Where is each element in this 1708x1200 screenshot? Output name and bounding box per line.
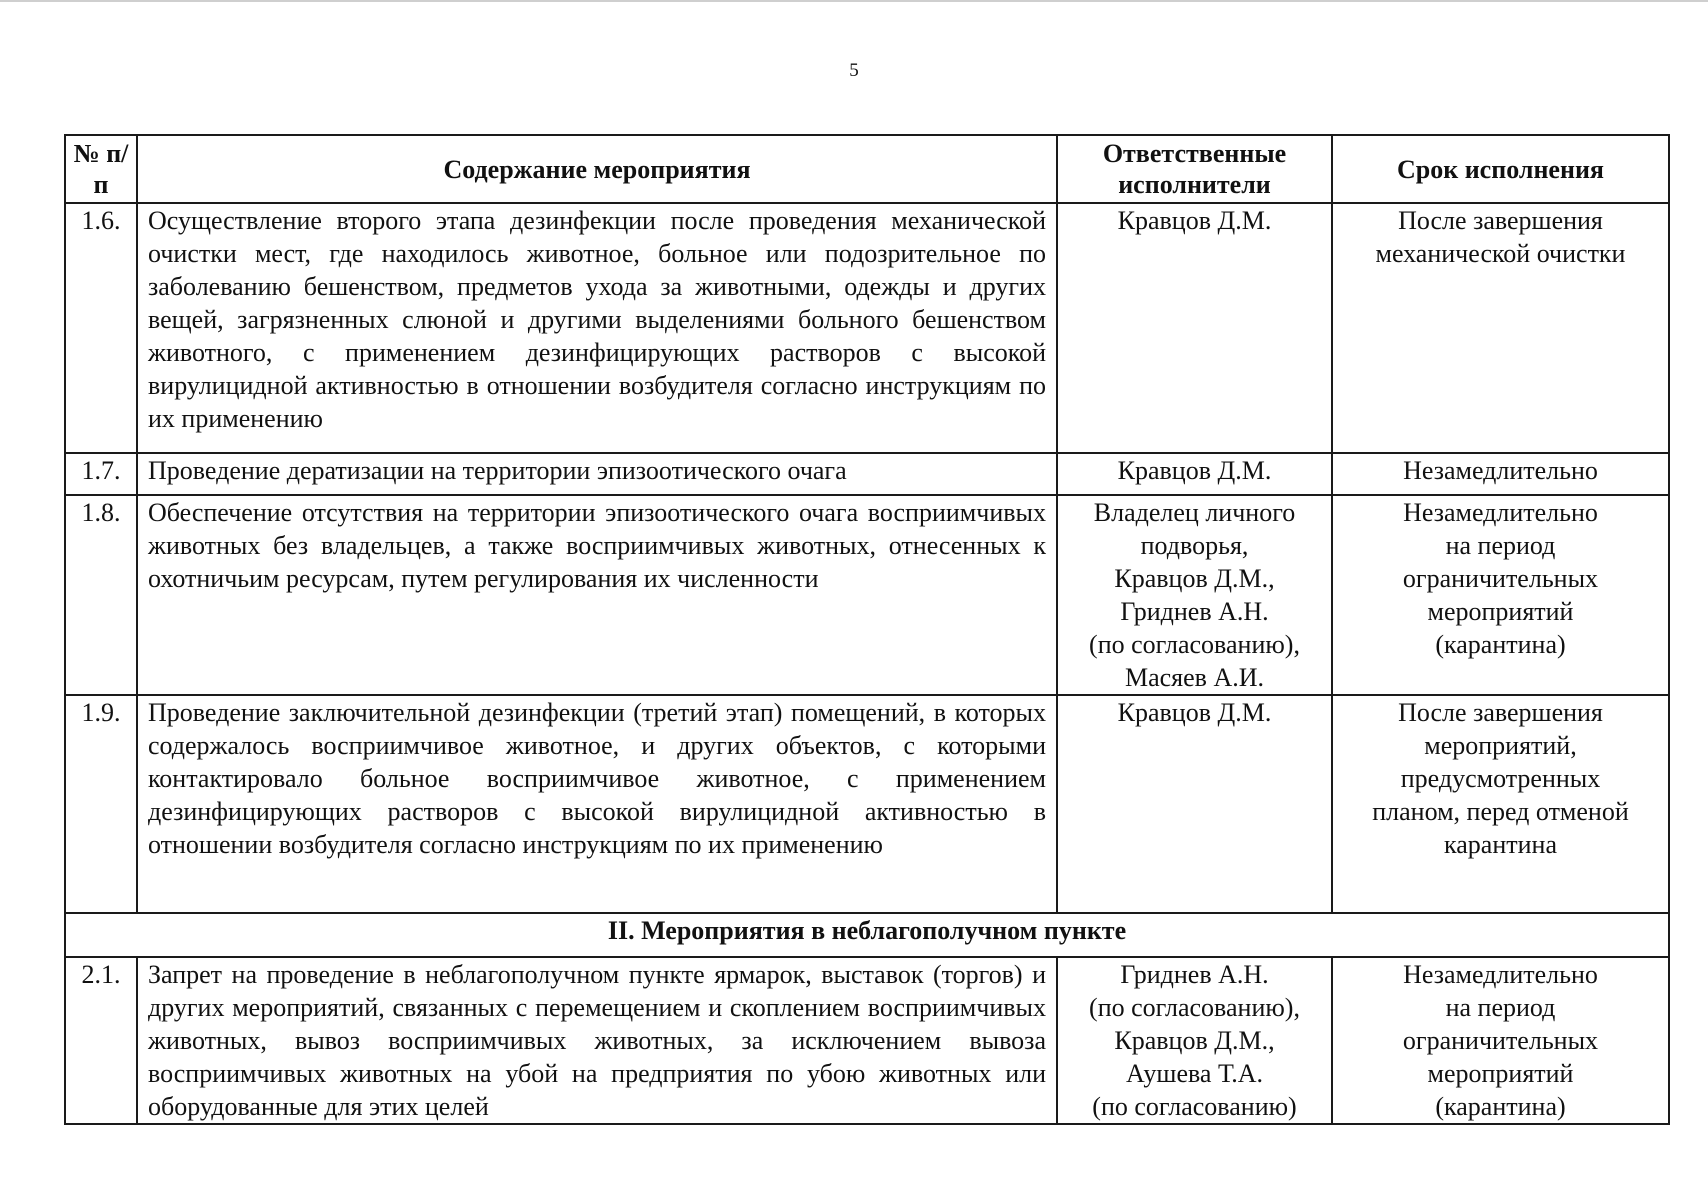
term-line: Незамедлительно	[1403, 498, 1598, 527]
row-num: 2.1.	[65, 957, 137, 1124]
responsible-line: Кравцов Д.М.	[1117, 206, 1272, 235]
row-content: Проведение дератизации на территории эпизоотического очага	[137, 453, 1057, 495]
page-number: 5	[849, 60, 859, 81]
responsible-line: Кравцов Д.М.,	[1114, 564, 1275, 593]
term-line: на период	[1445, 531, 1556, 560]
term-line: Незамедлительно	[1403, 960, 1598, 989]
responsible-line: Масяев А.И.	[1124, 663, 1265, 692]
row-responsible	[1057, 203, 1332, 453]
row-term	[1332, 453, 1669, 495]
row-num: 1.6.	[65, 203, 137, 453]
term-line: планом, перед отменой	[1372, 797, 1629, 826]
section-header-row	[65, 913, 1669, 957]
scan-edge-line	[0, 0, 1708, 2]
measures-table	[64, 134, 1670, 1125]
row-responsible	[1057, 957, 1332, 1124]
responsible-line: (по согласованию),	[1089, 993, 1300, 1022]
row-num: 1.7.	[65, 453, 137, 495]
responsible-line: (по согласованию),	[1089, 630, 1300, 659]
row-num: 1.8.	[65, 495, 137, 695]
row-content: Проведение заключительной дезинфекции (третий этап) помещений, в которых содержалось восприимчивое животное, и других объектов, с которыми контактировало больное восприимчивое животное, с применением дезинфицирующих растворов с высокой вирулицидной активностью в отношении возбудителя согласно инструкциям по их применению	[137, 695, 1057, 913]
row-content: Запрет на проведение в неблагополучном пункте ярмарок, выставок (торгов) и других мероприятий, связанных с перемещением и скоплением восприимчивых животных, вывоз восприимчивых животных, за исключением вывоза восприимчивых животных на убой на предприятия по убою животных или оборудованные для этих целей	[137, 957, 1057, 1124]
table-header-row	[65, 135, 1669, 203]
term-line: мероприятий	[1427, 1059, 1574, 1088]
term-line: на период	[1445, 993, 1556, 1022]
responsible-line: Гриднев А.Н.	[1120, 960, 1269, 989]
header-content: Содержание мероприятия	[137, 135, 1057, 203]
term-line: мероприятий,	[1424, 731, 1577, 760]
section-title: II. Мероприятия в неблагополучном пункте	[65, 913, 1669, 957]
table-row	[65, 203, 1669, 453]
table-row	[65, 453, 1669, 495]
header-responsible: Ответственные исполнители	[1057, 135, 1332, 203]
responsible-line: (по согласованию)	[1092, 1092, 1297, 1121]
term-line: механической очистки	[1375, 239, 1626, 268]
row-term	[1332, 203, 1669, 453]
term-line: После завершения	[1398, 206, 1603, 235]
table-row	[65, 495, 1669, 695]
responsible-line: Кравцов Д.М.	[1117, 698, 1272, 727]
row-term	[1332, 695, 1669, 913]
row-term	[1332, 957, 1669, 1124]
term-line: Незамедлительно	[1403, 456, 1598, 485]
table-row	[65, 695, 1669, 913]
responsible-line: Кравцов Д.М.	[1117, 456, 1272, 485]
row-responsible	[1057, 453, 1332, 495]
row-content: Осуществление второго этапа дезинфекции после проведения механической очистки мест, где находилось животное, больное или подозрительное по заболеванию бешенством, предметов ухода за животными, одежды и других вещей, загрязненных слюной и другими выделениями больного бешенством животного, с применением дезинфицирующих растворов с высокой вирулицидной активностью в отношении возбудителя согласно инструкциям по их применению	[137, 203, 1057, 453]
term-line: (карантина)	[1435, 1092, 1566, 1121]
row-num: 1.9.	[65, 695, 137, 913]
term-line: мероприятий	[1427, 597, 1574, 626]
header-term: Срок исполнения	[1332, 135, 1669, 203]
row-content: Обеспечение отсутствия на территории эпизоотического очага восприимчивых животных без владельцев, а также восприимчивых животных, отнесенных к охотничьим ресурсам, путем регулирования их численности	[137, 495, 1057, 695]
responsible-line: Аушева Т.А.	[1125, 1059, 1264, 1088]
term-line: ограничительных	[1402, 564, 1599, 593]
term-line: ограничительных	[1402, 1026, 1599, 1055]
term-line: карантина	[1444, 830, 1557, 859]
responsible-line: подворья,	[1140, 531, 1249, 560]
responsible-line: Гриднев А.Н.	[1120, 597, 1269, 626]
row-responsible	[1057, 495, 1332, 695]
table-row	[65, 957, 1669, 1124]
responsible-line: Владелец личного	[1093, 498, 1296, 527]
responsible-line: Кравцов Д.М.,	[1114, 1026, 1275, 1055]
term-line: После завершения	[1398, 698, 1603, 727]
row-term	[1332, 495, 1669, 695]
header-num: № п/п	[65, 135, 137, 203]
row-responsible	[1057, 695, 1332, 913]
term-line: предусмотренных	[1400, 764, 1601, 793]
term-line: (карантина)	[1435, 630, 1566, 659]
